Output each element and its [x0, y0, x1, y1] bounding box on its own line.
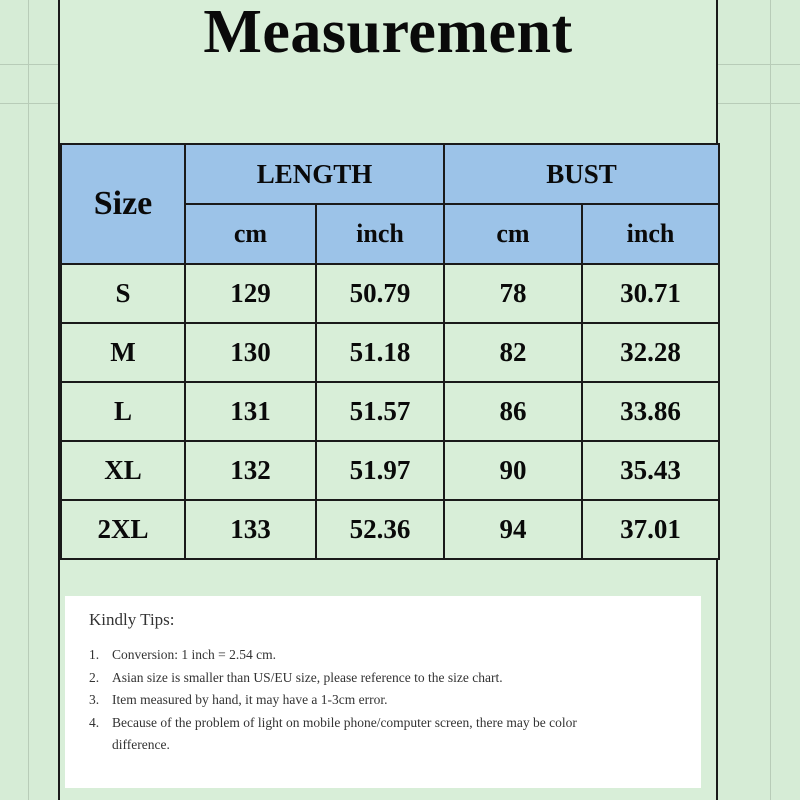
bust-cm-cell: 78: [444, 264, 582, 323]
tip-number: 2.: [89, 669, 100, 685]
size-cell: M: [61, 323, 185, 382]
list-item: [89, 644, 701, 667]
length-inch-cell: 50.79: [316, 264, 444, 323]
length-cm-header: cm: [185, 204, 316, 264]
bust-cm-header: cm: [444, 204, 582, 264]
tip-text: Conversion: 1 inch = 2.54 cm.: [112, 647, 276, 662]
length-cm-cell: 133: [185, 500, 316, 559]
size-cell: 2XL: [61, 500, 185, 559]
background-grid-line: [770, 0, 771, 800]
list-item: [89, 667, 701, 690]
tips-list: [89, 644, 701, 757]
bust-inch-header: inch: [582, 204, 719, 264]
tip-text: Because of the problem of light on mobile phone/computer screen, there may be color difference.: [112, 714, 577, 752]
page-title: Measurement: [203, 0, 573, 66]
length-cm-cell: 129: [185, 264, 316, 323]
bust-inch-cell: 32.28: [582, 323, 719, 382]
bust-inch-cell: 30.71: [582, 264, 719, 323]
length-inch-cell: 51.18: [316, 323, 444, 382]
list-item: [89, 689, 701, 712]
tip-text: Item measured by hand, it may have a 1-3cm error.: [112, 692, 388, 707]
tips-heading: Kindly Tips:: [89, 610, 175, 629]
tip-number: 3.: [89, 692, 100, 707]
tip-number: 4.: [89, 714, 100, 730]
table-header-row: [61, 144, 719, 204]
size-column-header: Size: [61, 144, 185, 264]
size-cell: L: [61, 382, 185, 441]
size-table: [60, 143, 720, 560]
table-row: [61, 323, 719, 382]
tip-number: 1.: [89, 647, 100, 662]
tip-text: Asian size is smaller than US/EU size, please reference to the size chart.: [112, 669, 503, 685]
length-inch-cell: 52.36: [316, 500, 444, 559]
bust-group-header: BUST: [444, 144, 719, 204]
length-inch-cell: 51.97: [316, 441, 444, 500]
bust-cm-cell: 82: [444, 323, 582, 382]
kindly-tips-box: [65, 596, 701, 788]
table-row: [61, 264, 719, 323]
length-inch-cell: 51.57: [316, 382, 444, 441]
length-inch-header: inch: [316, 204, 444, 264]
table-row: [61, 382, 719, 441]
size-cell: S: [61, 264, 185, 323]
table-row: [61, 500, 719, 559]
bust-cm-cell: 86: [444, 382, 582, 441]
bust-inch-cell: 35.43: [582, 441, 719, 500]
bust-inch-cell: 37.01: [582, 500, 719, 559]
length-group-header: LENGTH: [185, 144, 444, 204]
length-cm-cell: 131: [185, 382, 316, 441]
size-cell: XL: [61, 441, 185, 500]
bust-cm-cell: 94: [444, 500, 582, 559]
length-cm-cell: 132: [185, 441, 316, 500]
list-item: [89, 712, 701, 757]
table-row: [61, 441, 719, 500]
bust-cm-cell: 90: [444, 441, 582, 500]
background-grid-line: [28, 0, 29, 800]
length-cm-cell: 130: [185, 323, 316, 382]
bust-inch-cell: 33.86: [582, 382, 719, 441]
